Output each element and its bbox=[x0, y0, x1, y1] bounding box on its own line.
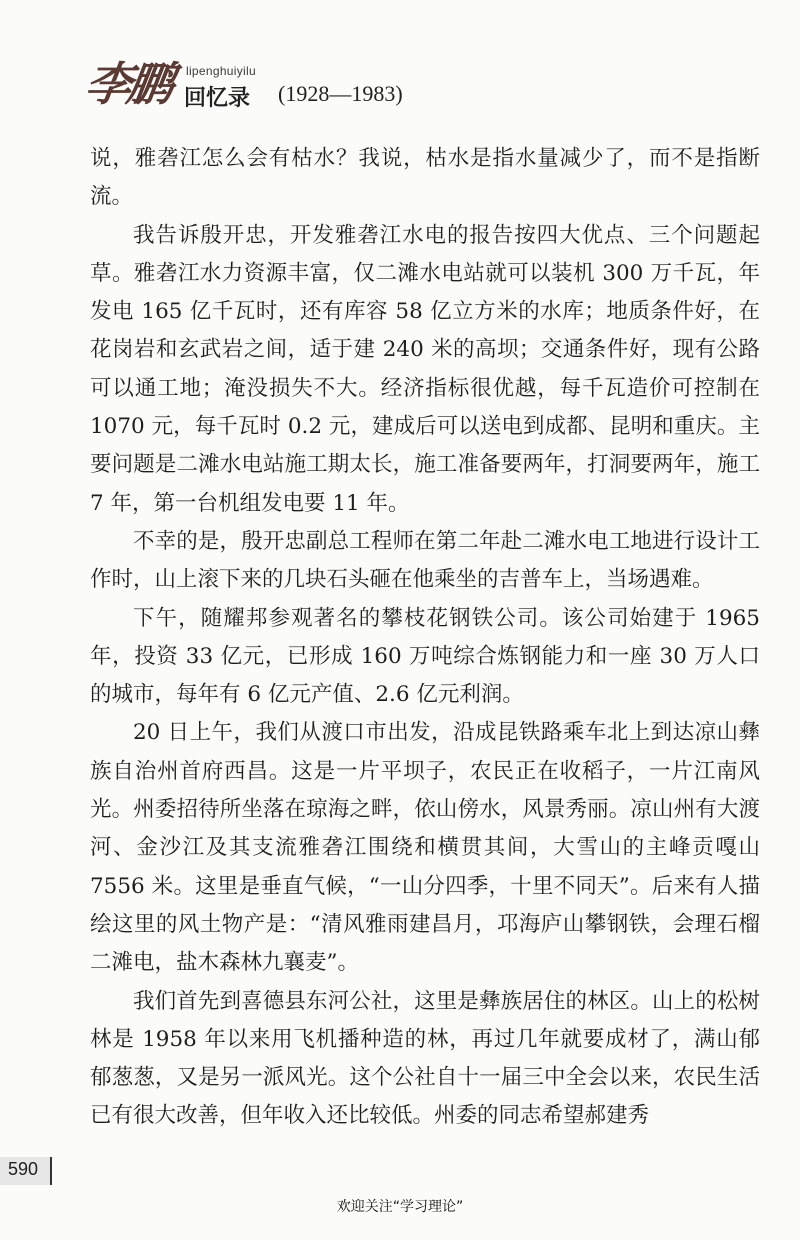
footer-note: 欢迎关注“学习理论” bbox=[336, 1199, 464, 1215]
body-text bbox=[90, 140, 760, 1136]
header-pinyin: lipenghuiyilu bbox=[186, 64, 256, 78]
page-number-tab bbox=[0, 1157, 52, 1185]
header-title: 回忆录 bbox=[184, 86, 251, 111]
paragraph: 我告诉殷开忠，开发雅砻江水电的报告按四大优点、三个问题起草。雅砻江水力资源丰富，仅二滩水电站就可以装机 300 万千瓦，年发电 165 亿千瓦时，还有库容 58 亿立方米的水库；地质条件好，在花岗岩和玄武岩之间，适于建 240 米的高坝；交通条件好，现有公路可以通工地；淹没损失不大。经济指标很优越，每千瓦造价可控制在 1070 元，每千瓦时 0.2 元，建成后可以送电到成都、昆明和重庆。主要问题是二滩水电站施工期太长，施工准备要两年，打洞要两年，施工 7 年，第一台机组发电要 11 年。 bbox=[90, 222, 760, 516]
paragraph: 说，雅砻江怎么会有枯水？我说，枯水是指水量减少了，而不是指断流。 bbox=[90, 146, 760, 210]
paragraph: 下午，随耀邦参观著名的攀枝花钢铁公司。该公司始建于 1965 年，投资 33 亿元，已形成 160 万吨综合炼钢能力和一座 30 万人口的城市，每年有 6 亿元产值、2.6 亿元利润。 bbox=[90, 605, 760, 708]
paragraph: 20 日上午，我们从渡口市出发，沿成昆铁路乘车北上到达凉山彝族自治州首府西昌。这是一片平坝子，农民正在收稻子，一片江南风光。州委招待所坐落在琼海之畔，依山傍水，风景秀丽。凉山州有大渡河、金沙江及其支流雅砻江围绕和横贯其间，大雪山的主峰贡嘎山 7556 米。这里是垂直气候，“一山分四季，十里不同天”。后来有人描绘这里的风土物产是：“清风雅雨建昌月，邛海庐山攀钢铁，会理石榴二滩电，盐木森林九襄麦”。 bbox=[90, 720, 760, 976]
header-years: (1928—1983) bbox=[278, 81, 403, 106]
running-header bbox=[81, 48, 726, 118]
paragraph: 不幸的是，殷开忠副总工程师在第二年赴二滩水电工地进行设计工作时，山上滚下来的几块石头砸在他乘坐的吉普车上，当场遇难。 bbox=[90, 528, 760, 593]
paragraph: 我们首先到喜德县东河公社，这里是彝族居住的林区。山上的松树林是 1958 年以来用飞机播种造的林，再过几年就要成材了，满山郁郁葱葱，又是另一派风光。这个公社自十一届三中全会以来，农民生活已有很大改善，但年收入还比较低。州委的同志希望郝建秀 bbox=[90, 988, 760, 1129]
calligraphy-logo: 李鹏 bbox=[81, 57, 174, 111]
page-number: 590 bbox=[8, 1159, 39, 1179]
